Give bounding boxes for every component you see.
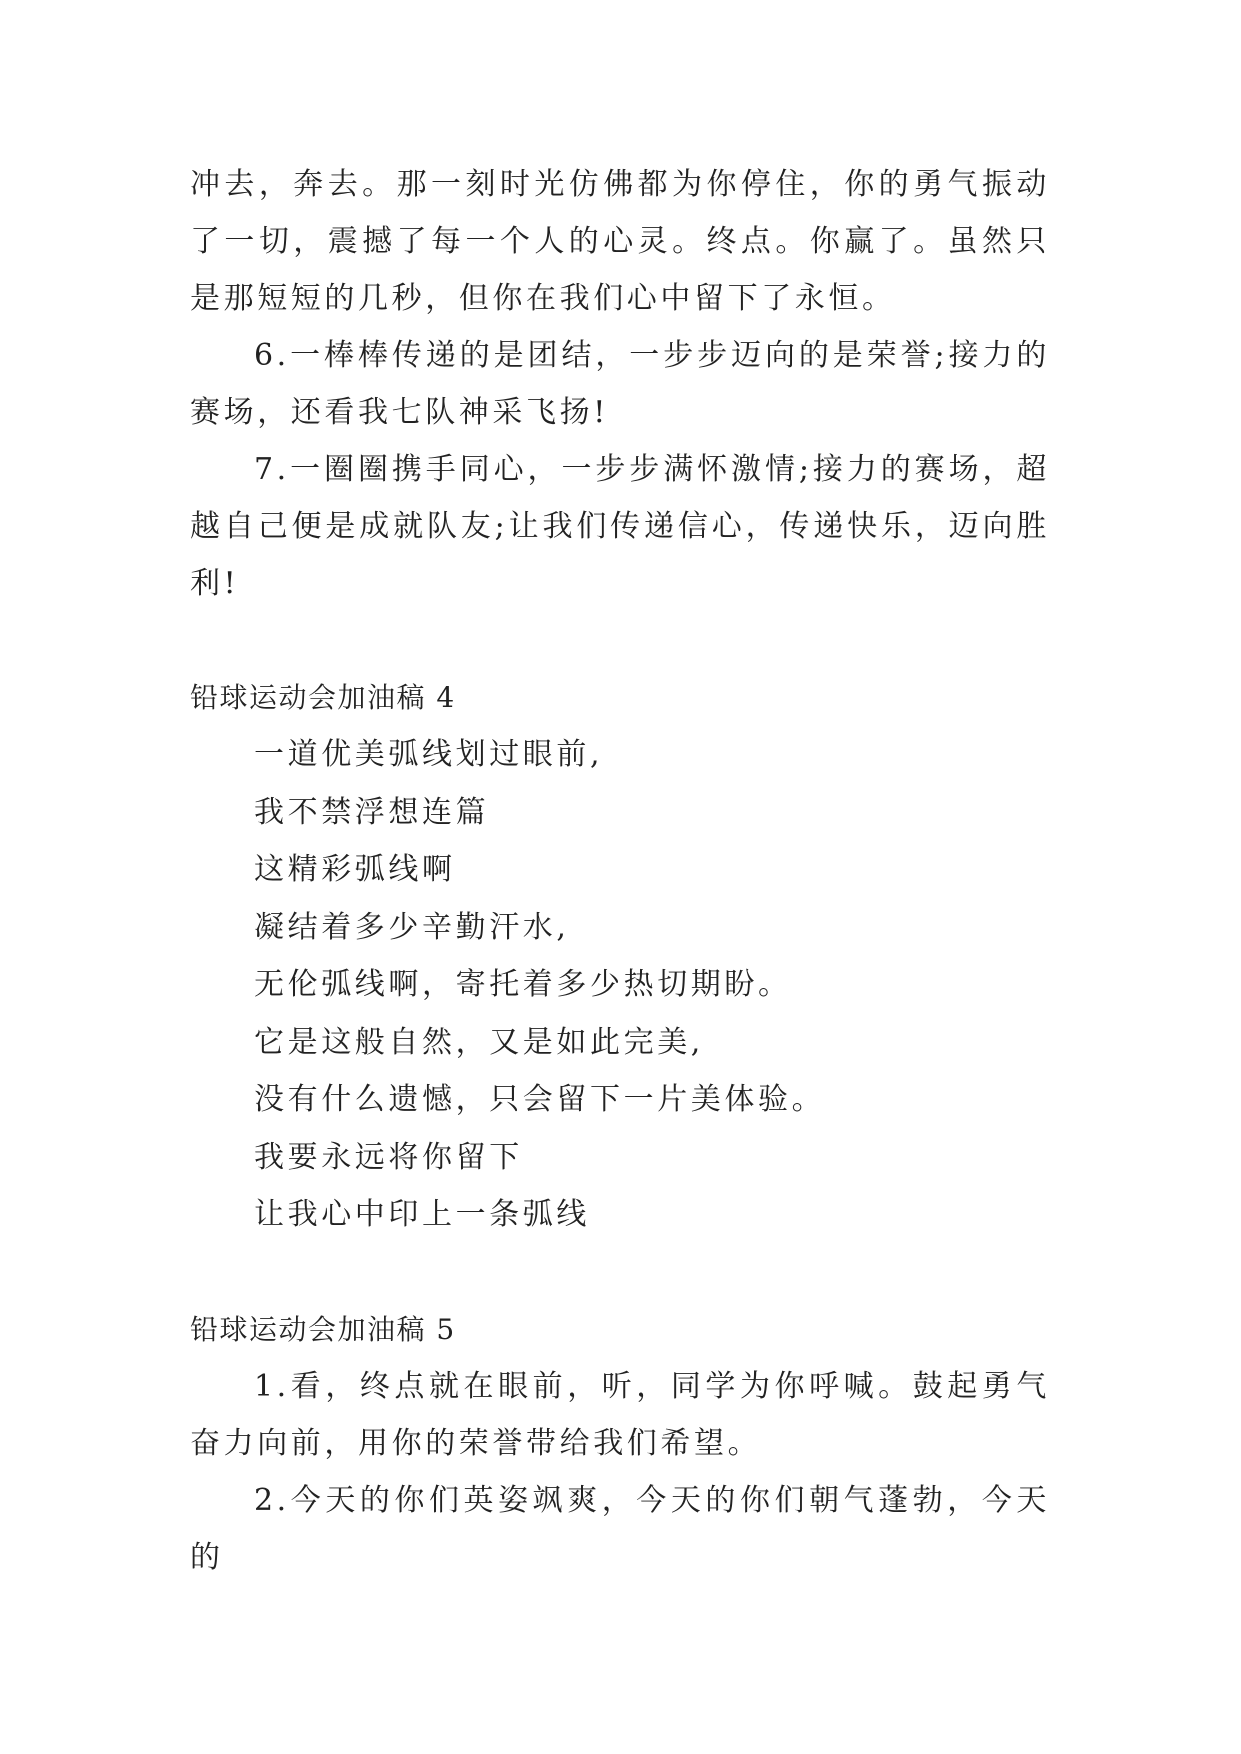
poem-line: 无伦弧线啊，寄托着多少热切期盼。 (254, 967, 792, 1002)
poem-line: 让我心中印上一条弧线 (254, 1197, 590, 1232)
poem-line: 我要永远将你留下 (254, 1139, 523, 1175)
cheer-item-6: 6.一棒棒传递的是团结，一步步迈向的是荣誉;接力的赛场，还看我七队神采飞扬! (190, 338, 1050, 430)
document-body (190, 156, 1050, 1586)
section-spacer (190, 612, 1050, 669)
poem-line: 它是这般自然，又是如此完美, (254, 1024, 704, 1060)
cheer-item-7: 7.一圈圈携手同心，一步步满怀激情;接力的赛场，超越自己便是成就队友;让我们传递信心，传递快乐，迈向胜利! (190, 452, 1050, 601)
poem-line: 我不禁浮想连篇 (254, 794, 490, 830)
cheer-item-2: 2.今天的你们英姿飒爽，今天的你们朝气蓬勃，今天的 (190, 1482, 1050, 1575)
cheer-item-1: 1.看，终点就在眼前，听，同学为你呼喊。鼓起勇气奋力向前，用你的荣誉带给我们希望。 (190, 1368, 1050, 1461)
poem-line: 凝结着多少辛勤汗水, (254, 909, 570, 945)
poem-line: 这精彩弧线啊 (254, 852, 456, 887)
section-spacer (190, 1244, 1050, 1301)
continuation-paragraph: 冲去，奔去。那一刻时光仿佛都为你停住，你的勇气振动了一切，震撼了每一个人的心灵。终点。你赢了。虽然只是那短短的几秒，但你在我们心中留下了永恒。 (190, 167, 1050, 316)
poem-line: 没有什么遗憾，只会留下一片美体验。 (254, 1082, 826, 1117)
poem-line: 一道优美弧线划过眼前, (254, 737, 604, 772)
section-5-heading: 铅球运动会加油稿 5 (190, 1312, 456, 1346)
poem (190, 726, 1050, 1244)
section-4-heading: 铅球运动会加油稿 4 (190, 681, 456, 714)
